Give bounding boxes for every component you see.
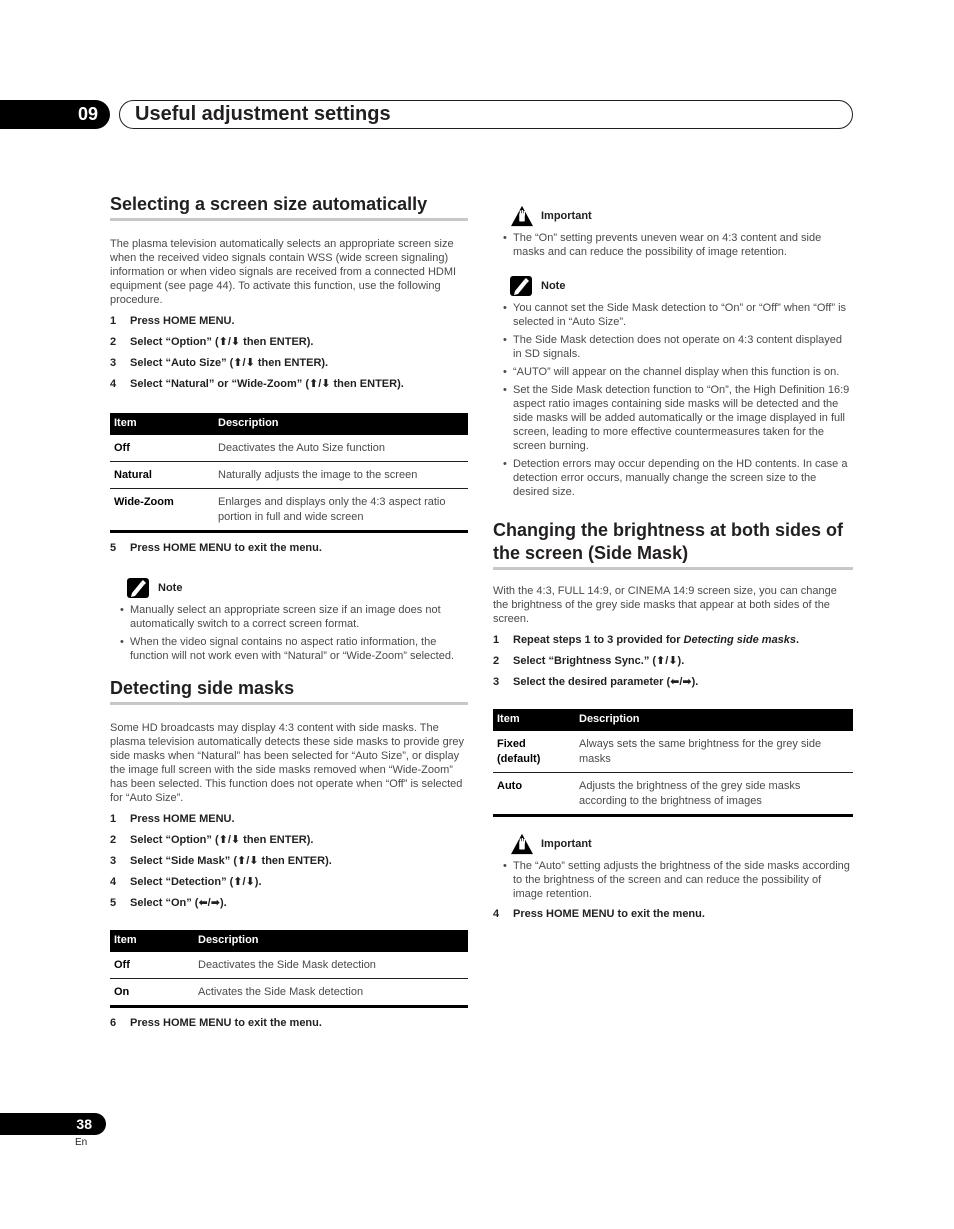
list-item: • You cannot set the Side Mask detection to “On” or “Off” when “Off” is selected in “Auto Size”. (503, 301, 853, 329)
list-item: • When the video signal contains no aspect ratio information, the function will not work even with “Natural” or “Wide-Zoom” selected. (120, 635, 468, 663)
important-heading: Important (509, 833, 853, 855)
table-row: Wide-Zoom Enlarges and displays only the 4:3 aspect ratio portion in full and wide screen (110, 489, 468, 532)
step: 4 Select “Natural” or “Wide-Zoom” (⬆/⬇ then ENTER). (110, 378, 404, 390)
step: 3 Select “Side Mask” (⬆/⬇ then ENTER). (110, 855, 332, 867)
language-label: En (75, 1137, 88, 1148)
table-row: Off Deactivates the Side Mask detection (110, 952, 468, 979)
warning-hand-icon (509, 833, 535, 855)
step: 5 Select “On” (⬅/➡). (110, 897, 227, 909)
table-header: Item (493, 709, 575, 731)
section-intro: With the 4:3, FULL 14:9, or CINEMA 14:9 screen size, you can change the brightness of the grey side masks that appear at both sides of the screen. (493, 585, 837, 625)
list-item: • Set the Side Mask detection function to “On”, the High Definition 16:9 aspect ratio images containing side masks will be detected and the side masks will be added automatically or the image displayed in full screen, leading to more effective countermeasures taken for the screen burning. (503, 383, 853, 453)
table-header: Item (110, 413, 214, 435)
section-title-side-masks: Detecting side masks (110, 677, 468, 705)
pencil-note-icon (509, 275, 535, 297)
brightness-sync-table (493, 709, 853, 817)
important-list (503, 859, 853, 901)
list-item: • The Side Mask detection does not operate on 4:3 content displayed in SD signals. (503, 333, 853, 361)
right-column (493, 205, 853, 921)
important-heading: Important (509, 205, 853, 227)
section-intro: Some HD broadcasts may display 4:3 content with side masks. The plasma television automatically detects these side masks to provide grey side masks when “Natural” has been selected for “Auto Size”, or display the image full screen with the side masks removed when “Wide-Zoom” has been selected. This function does not operate when “Off” is selected for “Auto Size”. (110, 722, 465, 804)
table-row: On Activates the Side Mask detection (110, 979, 468, 1007)
list-item: • Manually select an appropriate screen size if an image does not automatically switch to a correct screen format. (120, 603, 468, 631)
table-row: Off Deactivates the Auto Size function (110, 435, 468, 462)
step-list (110, 812, 468, 910)
step: 1 Press HOME MENU. (110, 315, 235, 327)
page-number: 38 (0, 1113, 106, 1135)
auto-size-table (110, 413, 468, 533)
step: 2 Select “Brightness Sync.” (⬆/⬇). (493, 655, 685, 667)
step-list (110, 314, 468, 391)
section-title-side-mask-brightness: Changing the brightness at both sides of the screen (Side Mask) (493, 519, 853, 570)
list-item: • Detection errors may occur depending on the HD contents. In case a detection error occurs, manually change the screen size to the desired size. (503, 457, 853, 499)
step: 5 Press HOME MENU to exit the menu. (110, 542, 322, 554)
chapter-title: Useful adjustment settings (119, 100, 853, 129)
chapter-number: 09 (0, 100, 110, 129)
note-heading: Note (509, 275, 853, 297)
step: 1 Press HOME MENU. (110, 813, 235, 825)
step: 2 Select “Option” (⬆/⬇ then ENTER). (110, 834, 314, 846)
note-list (503, 301, 853, 499)
section-title-auto-size: Selecting a screen size automatically (110, 193, 468, 221)
step: 4 Select “Detection” (⬆/⬇). (110, 876, 262, 888)
side-mask-table (110, 930, 468, 1008)
table-row: Natural Naturally adjusts the image to the screen (110, 462, 468, 489)
step: 6 Press HOME MENU to exit the menu. (110, 1017, 322, 1029)
important-list (503, 231, 853, 259)
table-header: Item (110, 930, 194, 952)
pencil-note-icon (126, 577, 152, 599)
table-row: Fixed (default) Always sets the same brightness for the grey side masks (493, 731, 853, 773)
list-item: • The “On” setting prevents uneven wear on 4:3 content and side masks and can reduce the possibility of image retention. (503, 231, 853, 259)
list-item: • “AUTO” will appear on the channel display when this function is on. (503, 365, 853, 379)
table-row: Auto Adjusts the brightness of the grey side masks according to the brightness of images (493, 773, 853, 816)
step: 3 Select “Auto Size” (⬆/⬇ then ENTER). (110, 357, 329, 369)
step: 2 Select “Option” (⬆/⬇ then ENTER). (110, 336, 314, 348)
table-header: Description (194, 930, 468, 952)
section-intro: The plasma television automatically selects an appropriate screen size when the received video signals contain WSS (wide screen signaling) information or when video signals are received from a connected HDMI equipment (see page 44). To activate this function, use the following procedure. (110, 238, 457, 306)
left-column (110, 193, 468, 1030)
step: 4 Press HOME MENU to exit the menu. (493, 908, 705, 920)
step-list (493, 633, 853, 689)
table-header: Description (575, 709, 853, 731)
note-list (120, 603, 468, 663)
table-header: Description (214, 413, 468, 435)
warning-hand-icon (509, 205, 535, 227)
step: 1 Repeat steps 1 to 3 provided for Detecting side masks. (493, 634, 800, 646)
step: 3 Select the desired parameter (⬅/➡). (493, 676, 699, 688)
list-item: • The “Auto” setting adjusts the brightness of the side masks according to the brightness of the screen and can reduce the possibility of image retention. (503, 859, 853, 901)
note-heading: Note (126, 577, 468, 599)
